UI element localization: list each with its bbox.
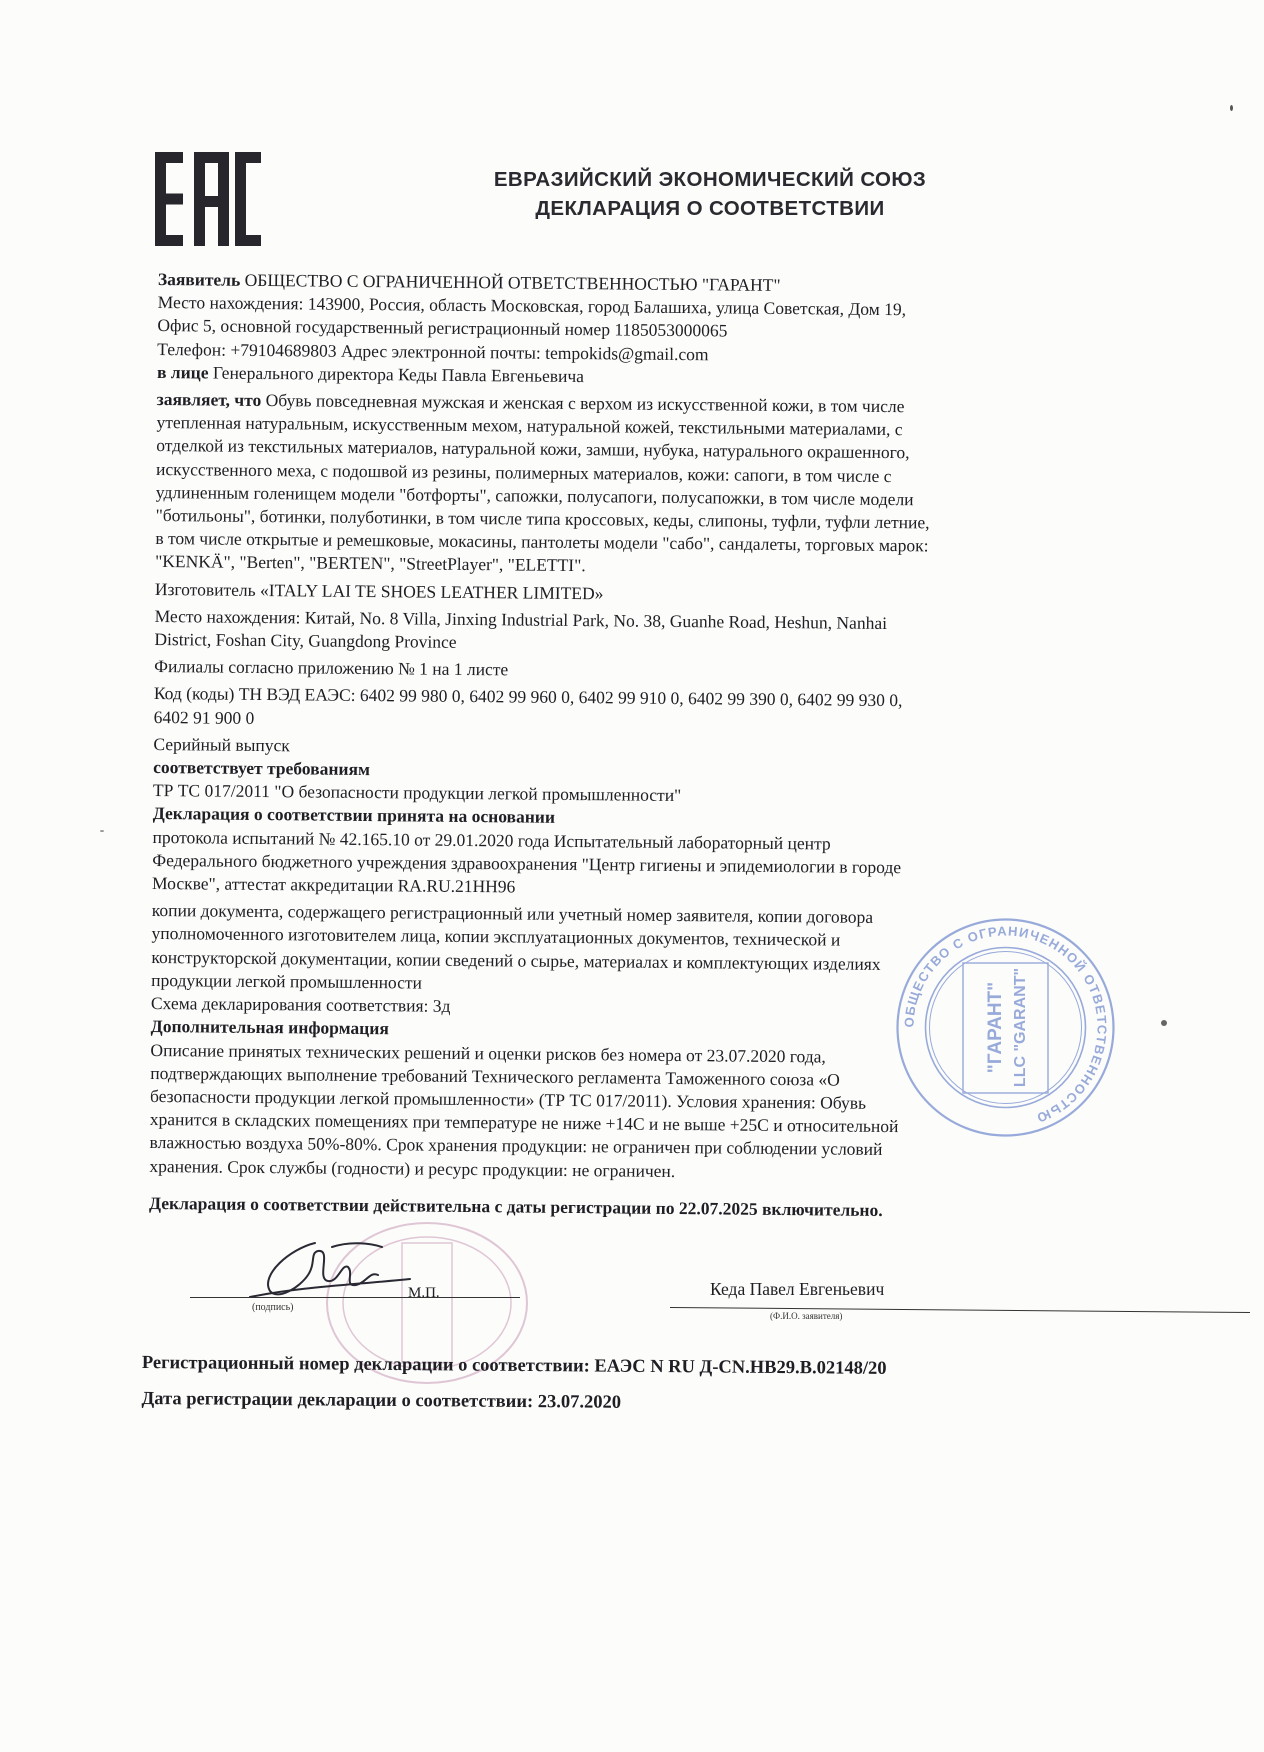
- stamp-ring-text: ОБЩЕСТВО С ОГРАНИЧЕННОЙ ОТВЕТСТВЕННОСТЬЮ: [901, 923, 1110, 1126]
- production-type: Серийный выпуск: [153, 733, 290, 756]
- product-line: Обувь повседневная мужская и женская с верхом из искусственной кожи, в том числе: [265, 390, 905, 417]
- manufacturer-address-line: Место нахождения: Китай, No. 8 Villa, Jinxing Industrial Park, No. 38, Guanhe Road, Heshun, Nanhai: [154, 605, 888, 633]
- manufacturer-line: Изготовитель «ITALY LAI TE SHOES LEATHER LIMITED»: [154, 578, 604, 603]
- validity-block: [149, 1192, 1099, 1224]
- signatory-name: Кеда Павел Евгеньевич: [710, 1279, 885, 1299]
- signature-area: [150, 1235, 1110, 1321]
- stamp-center-text: "ГАРАНТ": [985, 981, 1006, 1074]
- scheme-line: Схема декларирования соответствия: 3д: [150, 993, 451, 1016]
- address-line: Офис 5, основной государственный регистрационный номер 1185053000065: [157, 315, 728, 341]
- product-line: отделкой из текстильных материалов, натуральной кожи, замши, нубука, натурального окрашенного,: [156, 435, 910, 463]
- represented-name: Генерального директора Кеды Павла Евгеньевича: [212, 362, 585, 386]
- product-line: утепленная натуральным, искусственным мехом, натуральной кожей, текстильными материалами, с: [156, 412, 903, 440]
- registration-date: Дата регистрации декларации о соответствии: 23.07.2020: [141, 1388, 622, 1413]
- product-line: "ботильоны", ботинки, полуботинки, в том числе типа кроссовых, кеды, слипоны, туфли, туфли летние,: [155, 505, 930, 533]
- manufacturer-address-line: District, Foshan City, Guangdong Province: [154, 629, 457, 652]
- additional-line: безопасности продукции легкой промышленности» (ТР ТС 017/2011). Условия хранения: Обувь: [149, 1085, 867, 1113]
- handwritten-signature: [220, 1235, 420, 1315]
- company-stamp: [893, 915, 1118, 1140]
- address-line: Место нахождения: 143900, Россия, область Московская, город Балашиха, улица Советская, Дом 19,: [157, 292, 907, 320]
- union-name: ЕВРАЗИЙСКИЙ ЭКОНОМИЧЕСКИЙ СОЮЗ: [493, 168, 927, 191]
- protocol-line: Москве", аттестат аккредитации RA.RU.21HH96: [151, 873, 516, 897]
- requirements-text: ТР ТС 017/2011 "О безопасности продукции легкой промышленности": [152, 780, 682, 806]
- additional-label: Дополнительная информация: [150, 1016, 389, 1039]
- product-line: искусственного меха, с подошвой из резины, полимерных материалов, кожи: сапоги, в том числе с: [155, 458, 892, 486]
- documents-line: уполномоченного изготовителем лица, копии эксплуатационных документов, технической и: [151, 923, 841, 951]
- document-title: ДЕКЛАРАЦИЯ О СООТВЕТСТВИИ: [535, 197, 885, 220]
- applicant-label: Заявитель: [157, 268, 241, 290]
- codes-line: Код (коды) ТН ВЭД ЕАЭС: 6402 99 980 0, 6402 99 960 0, 6402 99 910 0, 6402 99 390 0, 6402 99 930 0,: [153, 683, 903, 711]
- registration-block: [141, 1345, 1122, 1425]
- manufacturer-block: [154, 578, 1105, 688]
- validity-line: Декларация о соответствии действительна с даты регистрации по 22.07.2025 включительно.: [148, 1192, 883, 1220]
- name-caption: (Ф.И.О. заявителя): [770, 1311, 843, 1321]
- represented-label: в лице: [156, 361, 209, 383]
- contact-line: Телефон: +79104689803 Адрес электронной почты: tempokids@gmail.com: [157, 338, 709, 364]
- additional-line: хранения. Срок службы (годности) и ресурс продукции: не ограничен.: [149, 1155, 676, 1181]
- header-title: [440, 165, 980, 223]
- production-block: [153, 733, 1104, 835]
- name-line: [670, 1307, 1250, 1313]
- documents-line: продукции легкой промышленности: [151, 969, 423, 993]
- product-description: [155, 388, 1107, 583]
- requirements-label: соответствует требованиям: [153, 757, 371, 780]
- product-line: удлиненным голенищем модели "ботфорты", сапожки, полусапоги, полусапожки, в том числе модели: [155, 481, 914, 510]
- applicant-address: [157, 291, 1108, 370]
- protocol-line: Федерального бюджетного учреждения здравоохранения "Центр гигиены и эпидемиологии в городе: [152, 849, 902, 878]
- scan-speck: [100, 830, 104, 832]
- codes-line: 6402 91 900 0: [153, 706, 255, 728]
- registration-number: Регистрационный номер декларации о соответствии: ЕАЭС N RU Д-CN.HB29.B.02148/20: [141, 1352, 887, 1379]
- scan-speck: [1230, 105, 1233, 111]
- branches-line: Филиалы согласно приложению № 1 на 1 листе: [154, 656, 509, 680]
- trademarks-line: "KENKÄ", "Berten", "BERTEN", "StreetPlayer", "ELETTI".: [155, 551, 586, 576]
- product-line: в том числе открытые и ремешковые, мокасины, пантолеты модели "сабо", сандалеты, торговых марок:: [155, 528, 929, 556]
- eac-logo: [155, 152, 261, 246]
- declares-label: заявляет, что: [156, 389, 262, 411]
- protocol-line: протокола испытаний № 42.165.10 от 29.01.2020 года Испытательный лабораторный центр: [152, 826, 831, 854]
- signature-caption: (подпись): [252, 1302, 294, 1313]
- applicant-name: ОБЩЕСТВО С ОГРАНИЧЕННОЙ ОТВЕТСТВЕННОСТЬЮ "ГАРАНТ": [244, 269, 781, 295]
- stamp-center-text-latin: LLC "GARANT": [1012, 967, 1029, 1088]
- scan-speck: [1161, 1020, 1167, 1026]
- additional-line: Описание принятых технических решений и оценки рисков без номера от 23.07.2020 года,: [150, 1039, 826, 1066]
- additional-line: влажностью воздуха 50%-80%. Срок хранения продукции: не ограничен при соблюдении условий: [149, 1132, 883, 1160]
- documents-line: конструкторской документации, копии сведений о сырье, материалах и комплектующих изделиях: [151, 946, 881, 974]
- signature-line: [190, 1297, 520, 1298]
- seal-place-label: М.П.: [408, 1285, 440, 1301]
- codes-block: [154, 682, 1104, 738]
- documents-line: копии документа, содержащего регистрационный или учетный номер заявителя, копии договора: [151, 900, 874, 928]
- basis-label: Декларация о соответствии принята на основании: [152, 803, 556, 828]
- additional-line: подтверждающих выполнение требований Технического регламента Таможенного союза «О: [150, 1062, 840, 1090]
- additional-line: хранится в складских помещениях при температуре не ниже +14С и не выше +25С и относительной: [149, 1109, 899, 1137]
